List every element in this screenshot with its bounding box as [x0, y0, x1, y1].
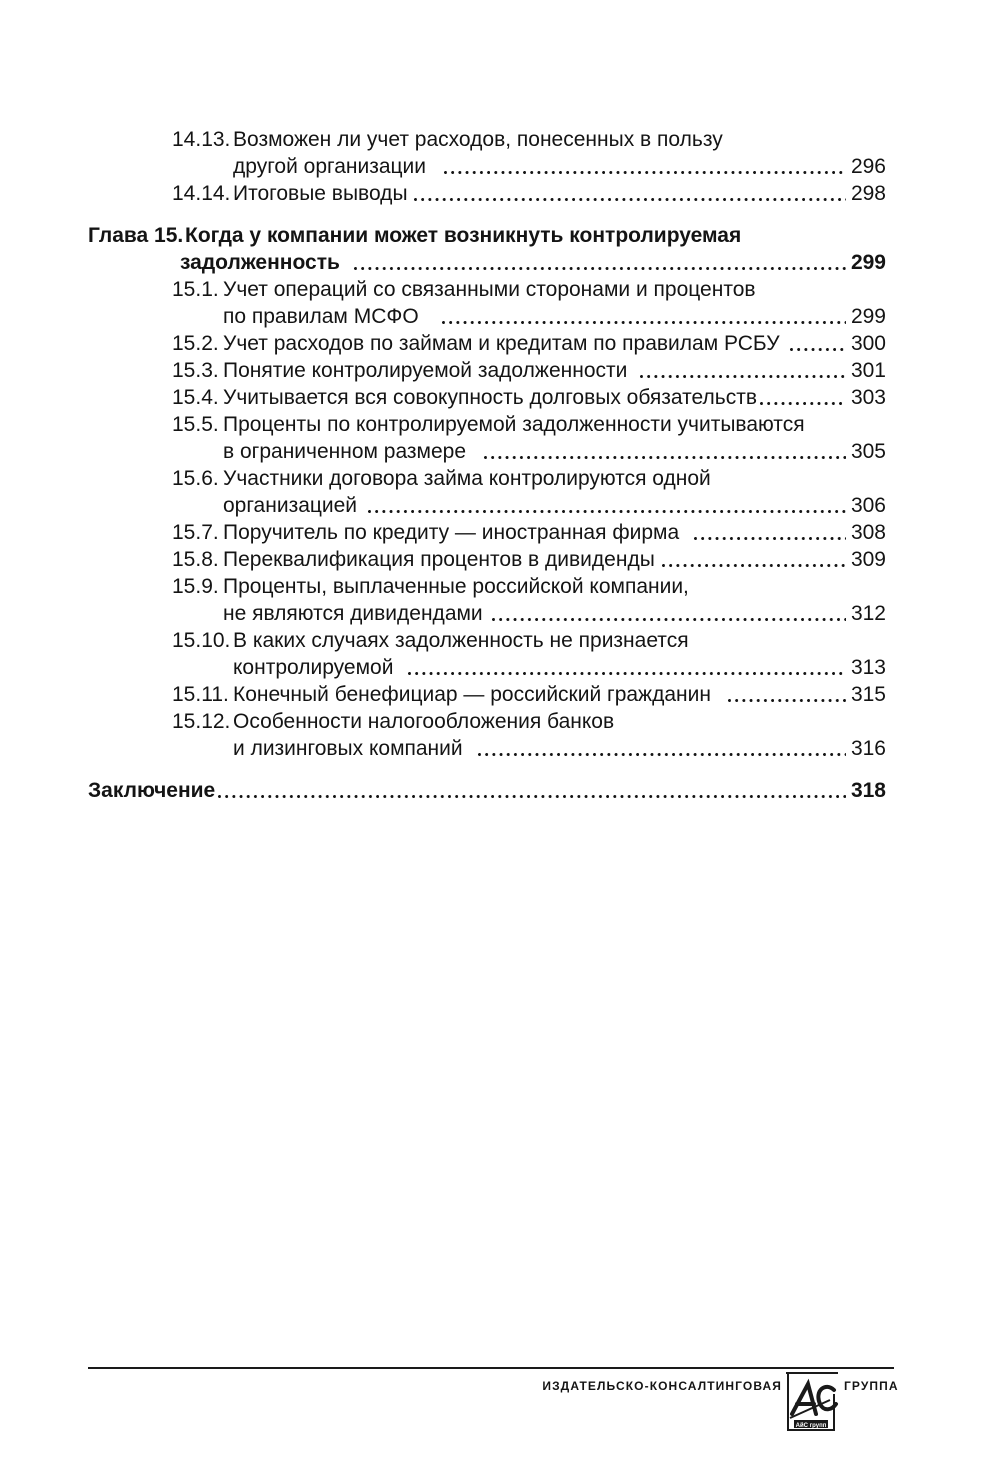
toc-number: 15.1.: [172, 278, 219, 301]
dot-leader: [760, 402, 846, 405]
toc-entry-15-3: [0, 357, 1000, 384]
toc-title-cont: организацией: [223, 494, 358, 517]
dot-leader: [478, 753, 846, 756]
toc-entry-15-2: [0, 330, 1000, 357]
toc-entry-15-1: [0, 276, 1000, 303]
toc-entry-15-4: [0, 384, 1000, 411]
toc-page: 318: [850, 779, 886, 802]
toc-title-cont: не являются дивидендами: [223, 602, 483, 625]
chapter-number: Глава 15.: [88, 224, 184, 247]
toc-title-cont: другой организации: [233, 155, 426, 178]
toc-title: Переквалификация процентов в дивиденды: [223, 548, 655, 571]
toc-page: 306: [850, 494, 886, 517]
toc-page: 313: [850, 656, 886, 679]
toc-page: 298: [850, 182, 886, 205]
toc-title: Понятие контролируемой задолженности: [223, 359, 628, 382]
toc-chapter-15: [0, 222, 1000, 249]
toc-entry-15-5-cont: [0, 438, 1000, 465]
toc-title: Возможен ли учет расходов, понесенных в пользу: [233, 128, 723, 151]
dot-leader: [218, 795, 846, 798]
toc-conclusion: [0, 777, 1000, 804]
toc-entry-15-12: [0, 708, 1000, 735]
toc-entry-15-10: [0, 627, 1000, 654]
toc-entry-15-7: [0, 519, 1000, 546]
toc-title: Особенности налогообложения банков: [233, 710, 615, 733]
toc-number: 14.13.: [172, 128, 231, 151]
logo-text: АйС групп: [795, 1423, 827, 1429]
toc-title-cont: по правилам МСФО: [223, 305, 419, 328]
toc-page: 300: [850, 332, 886, 355]
toc-title-cont: контролируемой: [233, 656, 394, 679]
toc-number: 15.8.: [172, 548, 219, 571]
toc-page: 315: [850, 683, 886, 706]
dot-leader: [694, 537, 846, 540]
toc-title: Учет операций со связанными сторонами и процентов: [223, 278, 756, 301]
toc-page: 312: [850, 602, 886, 625]
toc-title: В каких случаях задолженность не признается: [233, 629, 689, 652]
toc-page: 299: [850, 305, 886, 328]
toc-title-cont: и лизинговых компаний: [233, 737, 463, 760]
publisher-name-left: ИЗДАТЕЛЬСКО-КОНСАЛТИНГОВАЯ: [542, 1379, 782, 1393]
toc-title: Учитывается вся совокупность долговых обязательств: [223, 386, 757, 409]
toc-entry-15-8: [0, 546, 1000, 573]
dot-leader: [484, 456, 846, 459]
chapter-title-cont: задолженность: [180, 251, 340, 274]
dot-leader: [414, 198, 846, 201]
toc-title-cont: в ограниченном размере: [223, 440, 467, 463]
toc-entry-15-1-cont: [0, 303, 1000, 330]
toc-entry-14-13-cont: [0, 153, 1000, 180]
dot-leader: [662, 564, 846, 567]
toc-entry-14-14: [0, 180, 1000, 207]
toc-number: 15.4.: [172, 386, 219, 409]
toc-title: Конечный бенефициар — российский гражданин: [233, 683, 711, 706]
toc-title: Поручитель по кредиту — иностранная фирма: [223, 521, 680, 544]
toc-page: 308: [850, 521, 886, 544]
toc-page: 301: [850, 359, 886, 382]
toc-chapter-15-cont: [0, 249, 1000, 276]
toc-page: 303: [850, 386, 886, 409]
dot-leader: [790, 348, 846, 351]
toc-number: 15.7.: [172, 521, 219, 544]
toc-number: 15.12.: [172, 710, 231, 733]
dot-leader: [728, 699, 846, 702]
toc-entry-15-11: [0, 681, 1000, 708]
toc-number: 15.2.: [172, 332, 219, 355]
chapter-title: Когда у компании может возникнуть контролируемая: [185, 224, 742, 247]
toc-entry-15-10-cont: [0, 654, 1000, 681]
dot-leader: [408, 672, 846, 675]
toc-page: 296: [850, 155, 886, 178]
toc-number: 15.9.: [172, 575, 219, 598]
dot-leader: [442, 321, 846, 324]
toc-title: Итоговые выводы: [233, 182, 408, 205]
toc-entry-15-9: [0, 573, 1000, 600]
footer-rule: [88, 1367, 894, 1369]
toc-title: Проценты, выплаченные российской компании,: [223, 575, 689, 598]
toc-title: Участники договора займа контролируются одной: [223, 467, 711, 490]
toc-page: 299: [850, 251, 886, 274]
toc-number: 15.10.: [172, 629, 231, 652]
toc-entry-15-5: [0, 411, 1000, 438]
toc-number: 15.3.: [172, 359, 219, 382]
toc-entry-14-13: [0, 126, 1000, 153]
toc-page: 309: [850, 548, 886, 571]
toc-number: 14.14.: [172, 182, 231, 205]
toc-page: 316: [850, 737, 886, 760]
toc-title: Учет расходов по займам и кредитам по правилам РСБУ: [223, 332, 780, 355]
toc-entry-15-9-cont: [0, 600, 1000, 627]
toc-entry-15-6-cont: [0, 492, 1000, 519]
dot-leader: [444, 171, 846, 174]
dot-leader: [492, 618, 846, 621]
dot-leader: [354, 267, 846, 270]
toc-number: 15.5.: [172, 413, 219, 436]
toc-entry-15-6: [0, 465, 1000, 492]
toc-number: 15.11.: [172, 683, 229, 706]
toc-title: Проценты по контролируемой задолженности учитываются: [223, 413, 805, 436]
conclusion-title: Заключение: [88, 779, 216, 802]
publisher-name-right: ГРУППА: [844, 1379, 899, 1393]
publisher-logo-icon: [786, 1370, 840, 1432]
toc-entry-15-12-cont: [0, 735, 1000, 762]
dot-leader: [368, 510, 846, 513]
dot-leader: [640, 375, 846, 378]
toc-page: 305: [850, 440, 886, 463]
toc-number: 15.6.: [172, 467, 219, 490]
